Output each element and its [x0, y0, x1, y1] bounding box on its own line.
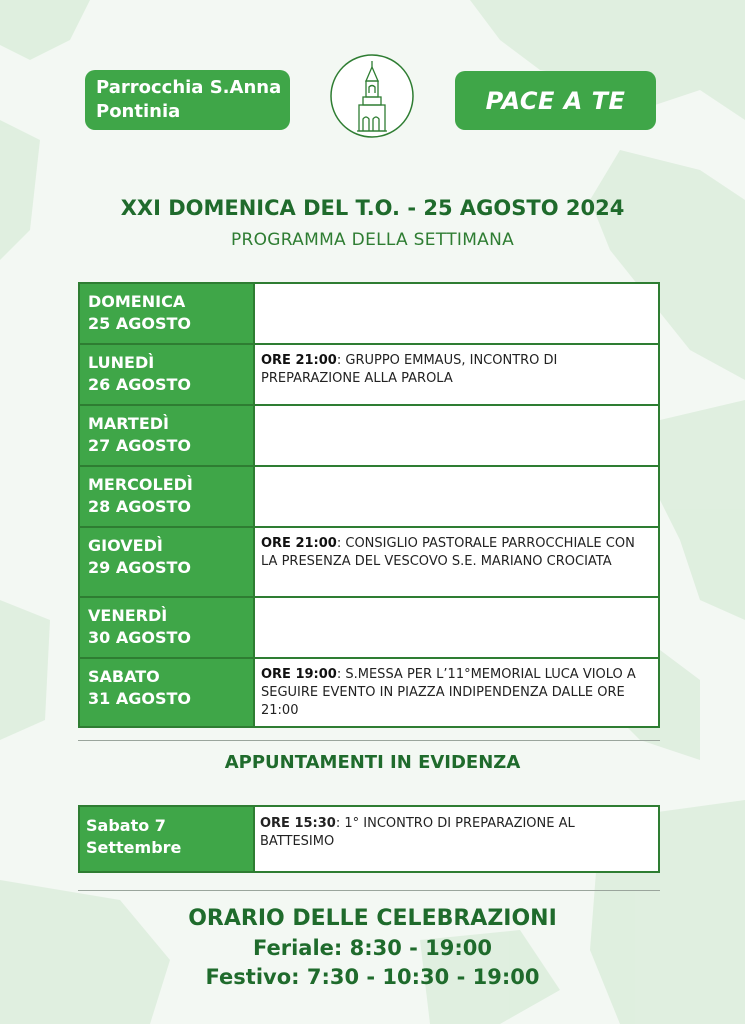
slogan-text: PACE A TE	[485, 86, 626, 115]
table-row	[79, 658, 659, 727]
activity-cell	[254, 344, 659, 405]
table-row	[79, 466, 659, 527]
activity-time: ORE 15:30	[260, 816, 336, 831]
day-cell	[79, 283, 254, 344]
activity-cell	[254, 597, 659, 658]
page-title: XXI DOMENICA DEL T.O. - 25 AGOSTO 2024	[120, 196, 625, 220]
day-date: 25 AGOSTO	[88, 314, 191, 333]
activity-cell	[254, 806, 659, 872]
schedule-heading: ORARIO DELLE CELEBRAZIONI	[188, 906, 557, 931]
table-row	[79, 344, 659, 405]
day-name: Sabato 7	[86, 816, 166, 835]
weekly-program-table	[78, 282, 660, 728]
day-date: 30 AGOSTO	[88, 628, 191, 647]
day-date: Settembre	[86, 838, 182, 857]
day-date: 26 AGOSTO	[88, 375, 191, 394]
day-cell	[79, 466, 254, 527]
table-row	[79, 527, 659, 597]
activity-cell	[254, 405, 659, 466]
day-name: VENERDÌ	[88, 606, 168, 625]
highlights-table	[78, 805, 660, 873]
day-name: DOMENICA	[88, 292, 186, 311]
table-row	[79, 283, 659, 344]
schedule-festivo: Festivo: 7:30 - 10:30 - 19:00	[205, 965, 540, 989]
table-row	[79, 597, 659, 658]
activity-text: : S.MESSA PER L’11°MEMORIAL LUCA VIOLO A SEGUIRE EVENTO IN PIAZZA INDIPENDENZA DALLE ORE 21:00	[261, 667, 636, 718]
activity-time: ORE 21:00	[261, 536, 337, 551]
day-date: 31 AGOSTO	[88, 689, 191, 708]
activity-time: ORE 19:00	[261, 667, 337, 682]
day-name: GIOVEDÌ	[88, 536, 163, 555]
day-cell	[79, 405, 254, 466]
table-row	[79, 806, 659, 872]
day-date: 28 AGOSTO	[88, 497, 191, 516]
day-date: 27 AGOSTO	[88, 436, 191, 455]
activity-time: ORE 21:00	[261, 353, 337, 368]
activity-cell	[254, 658, 659, 727]
day-date: 29 AGOSTO	[88, 558, 191, 577]
activity-text: : GRUPPO EMMAUS, INCONTRO DI PREPARAZIONE ALLA PAROLA	[261, 353, 558, 386]
highlights-heading: APPUNTAMENTI IN EVIDENZA	[224, 752, 521, 773]
divider	[78, 740, 660, 741]
activity-text: : 1° INCONTRO DI PREPARAZIONE AL BATTESIMO	[260, 816, 575, 849]
table-row	[79, 405, 659, 466]
day-cell	[79, 658, 254, 727]
day-cell	[79, 806, 254, 872]
slogan-badge	[455, 71, 656, 130]
day-cell	[79, 344, 254, 405]
day-name: LUNEDÌ	[88, 353, 155, 372]
activity-cell	[254, 283, 659, 344]
day-name: MARTEDÌ	[88, 414, 169, 433]
activity-cell	[254, 527, 659, 597]
divider	[78, 890, 660, 891]
parish-name-line1: Parrocchia S.Anna	[96, 77, 282, 98]
day-cell	[79, 597, 254, 658]
church-bell-tower-icon	[329, 53, 415, 139]
parish-name-badge	[85, 70, 290, 130]
activity-cell	[254, 466, 659, 527]
day-cell	[79, 527, 254, 597]
day-name: MERCOLEDÌ	[88, 475, 193, 494]
day-name: SABATO	[88, 667, 160, 686]
parish-name-line2: Pontinia	[96, 101, 181, 122]
activity-text: : CONSIGLIO PASTORALE PARROCCHIALE CON LA PRESENZA DEL VESCOVO S.E. MARIANO CROCIATA	[261, 536, 635, 569]
page-subtitle: PROGRAMMA DELLA SETTIMANA	[230, 230, 515, 250]
schedule-feriale: Feriale: 8:30 - 19:00	[252, 936, 493, 960]
